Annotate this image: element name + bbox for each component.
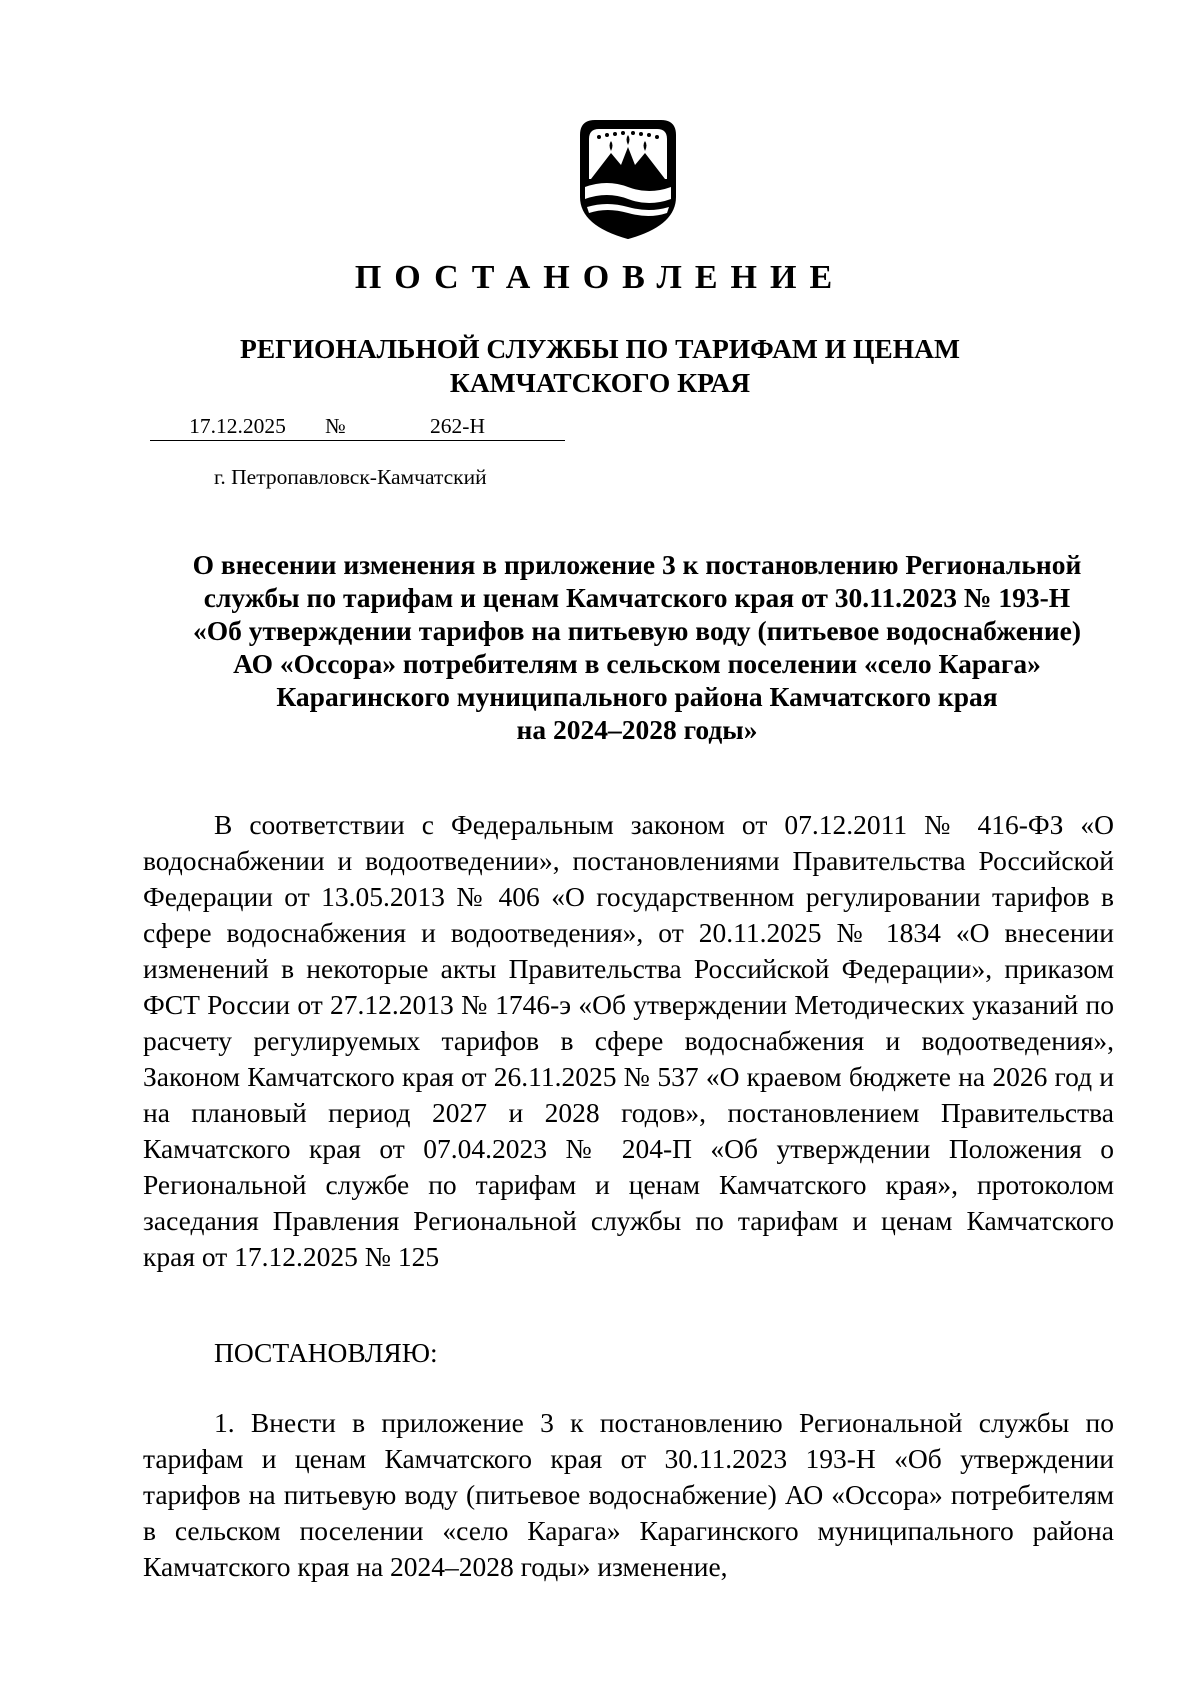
title-line: «Об утверждении тарифов на питьевую воду (питьевое водоснабжение) [192,615,1082,646]
preamble-paragraph: В соответствии с Федеральным законом от 07.12.2011 № 416-ФЗ «О водоснабжении и водоотведении», постановлениями Правительства Российской Федерации от 13.05.2013 № 406 «О государственном регулировании тарифов в сфере водоснабжения и водоотведения», от 20.11.2025 № 1834 «О внесении изменений в некоторые акты Правительства Российской Федерации», приказом ФСТ России от 27.12.2013 № 1746-э «Об утверждении Методических указаний по расчету регулируемых тарифов в сфере водоснабжения и водоотведения», Законом Камчатского края от 26.11.2025 № 537 «О краевом бюджете на 2026 год и на плановый период 2027 и 2028 годов», постановлением Правительства Камчатского края от 07.04.2023 № 204-П «Об утверждении Положения о Региональной службе по тарифам и ценам Камчатского края», протоколом заседания Правления Региональной службы по тарифам и ценам Камчатского края от 17.12.2025 № 125 [143,809,1114,1272]
resolve-heading: ПОСТАНОВЛЯЮ: [214,1337,438,1368]
title-line: Карагинского муниципального района Камчатского края [276,681,998,712]
document-date: 17.12.2025 [150,412,325,441]
item-1-paragraph: 1. Внести в приложение 3 к постановлению Региональной службы по тарифам и ценам Камчатского края от 30.11.2023 193-Н «Об утверждении тарифов на питьевую воду (питьевое водоснабжение) АО «Оссора» потребителям в сельском поселении «село Карага» Карагинского муниципального района Камчатского края на 2024–2028 годы» изменение, [143,1407,1114,1582]
document-number: 262-Н [350,412,565,441]
title-line: О внесении изменения в приложение 3 к постановлению Региональной [192,549,1082,580]
title-line: на 2024–2028 годы» [516,714,758,745]
kamchatka-coat-of-arms-icon [577,117,679,241]
number-sign: № [325,412,365,441]
organization-name [0,332,1200,400]
organization-name-line1: РЕГИОНАЛЬНОЙ СЛУЖБЫ ПО ТАРИФАМ И ЦЕНАМ [240,333,960,364]
title-line: службы по тарифам и ценам Камчатского края от 30.11.2023 № 193-Н [203,582,1071,613]
city: г. Петропавловск-Камчатский [214,465,487,489]
title-line: АО «Оссора» потребителям в сельском поселении «село Карага» [233,648,1041,679]
organization-name-line2: КАМЧАТСКОГО КРАЯ [449,367,751,398]
document-type: ПОСТАНОВЛЕНИЕ [354,259,846,296]
document-title [145,548,1129,746]
